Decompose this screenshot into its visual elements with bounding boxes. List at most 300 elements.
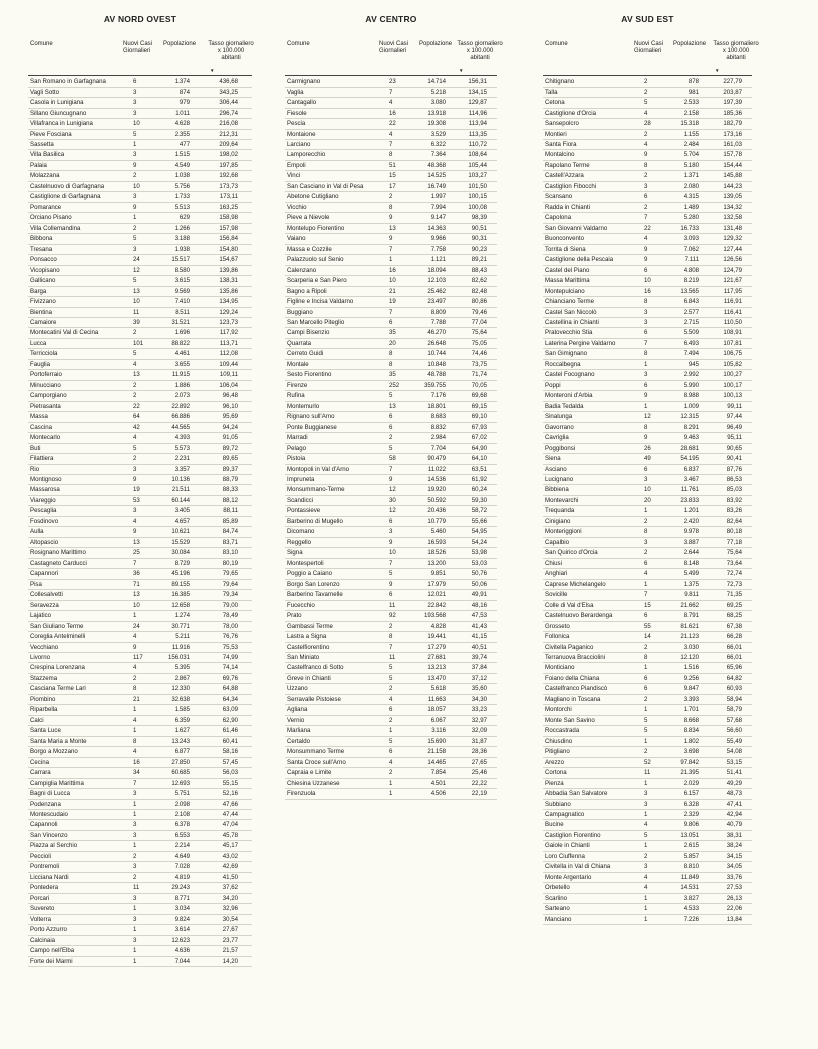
table-row xyxy=(543,883,752,893)
cell-nuovi-casi: 53 xyxy=(133,496,140,504)
cell-comune: Follonica xyxy=(545,633,570,641)
cell-nuovi-casi: 5 xyxy=(644,716,648,724)
cell-popolazione: 8.580 xyxy=(174,266,190,274)
cell-nuovi-casi: 39 xyxy=(133,318,140,326)
cell-comune: Porcari xyxy=(30,894,50,902)
table-row xyxy=(543,88,752,98)
cell-comune: Pontremoli xyxy=(30,863,60,871)
cell-popolazione: 12.315 xyxy=(680,413,699,421)
cell-comune: Bucine xyxy=(545,821,564,829)
cell-comune: Castelfiorentino xyxy=(287,643,330,651)
table-row xyxy=(543,538,752,548)
cell-tasso: 182,79 xyxy=(723,120,742,128)
table-row xyxy=(28,601,252,611)
cell-tasso: 144,23 xyxy=(723,182,742,190)
cell-tasso: 40,51 xyxy=(471,643,487,651)
cell-nuovi-casi: 3 xyxy=(644,800,648,808)
cell-nuovi-casi: 3 xyxy=(133,790,137,798)
cell-nuovi-casi: 2 xyxy=(644,130,648,138)
table-row xyxy=(28,88,252,98)
cell-tasso: 58,16 xyxy=(222,748,238,756)
cell-nuovi-casi: 6 xyxy=(389,706,393,714)
cell-popolazione: 18.094 xyxy=(427,266,446,274)
cell-tasso: 123,73 xyxy=(219,318,238,326)
cell-popolazione: 12.658 xyxy=(171,601,190,609)
cell-popolazione: 1.489 xyxy=(683,203,699,211)
cell-popolazione: 5.218 xyxy=(430,88,446,96)
cell-nuovi-casi: 1 xyxy=(644,580,648,588)
table-row xyxy=(28,580,252,590)
cell-tasso: 57,68 xyxy=(726,716,742,724)
cell-comune: Monte San Savino xyxy=(545,716,595,724)
panel-title: AV NORD OVEST xyxy=(103,14,177,24)
cell-tasso: 54,08 xyxy=(726,748,742,756)
table-row xyxy=(28,925,252,935)
cell-nuovi-casi: 6 xyxy=(389,318,393,326)
cell-nuovi-casi: 8 xyxy=(389,203,393,211)
cell-tasso: 53,15 xyxy=(726,758,742,766)
cell-nuovi-casi: 8 xyxy=(644,298,648,306)
table-row xyxy=(543,643,752,653)
cell-comune: Chianciano Terme xyxy=(545,298,595,306)
table-row xyxy=(28,213,252,223)
table-row xyxy=(285,705,497,715)
cell-popolazione: 5.618 xyxy=(430,685,446,693)
sort-indicator-icon[interactable]: ▼ xyxy=(210,68,215,73)
cell-popolazione: 2.073 xyxy=(174,392,190,400)
cell-tasso: 173,16 xyxy=(723,130,742,138)
cell-popolazione: 13.243 xyxy=(171,737,190,745)
cell-tasso: 21,57 xyxy=(222,947,238,955)
cell-popolazione: 48.368 xyxy=(427,161,446,169)
table-row xyxy=(28,810,252,820)
cell-tasso: 32,09 xyxy=(471,727,487,735)
cell-popolazione: 3.655 xyxy=(174,360,190,368)
cell-tasso: 95,69 xyxy=(222,413,238,421)
table-row xyxy=(285,580,497,590)
table-row xyxy=(285,182,497,192)
cell-popolazione: 31.521 xyxy=(171,318,190,326)
cell-popolazione: 17.979 xyxy=(427,580,446,588)
cell-comune: Riparbella xyxy=(30,706,58,714)
table-row xyxy=(28,611,252,621)
cell-nuovi-casi: 21 xyxy=(389,287,396,295)
cell-tasso: 33,23 xyxy=(471,706,487,714)
table-row xyxy=(28,130,252,140)
cell-nuovi-casi: 8 xyxy=(644,423,648,431)
cell-popolazione: 9.824 xyxy=(174,915,190,923)
table-row xyxy=(285,276,497,286)
cell-comune: Manciano xyxy=(545,915,572,923)
cell-popolazione: 3.529 xyxy=(430,130,446,138)
table-row xyxy=(543,255,752,265)
cell-nuovi-casi: 3 xyxy=(133,915,137,923)
table-row xyxy=(543,716,752,726)
cell-tasso: 72,73 xyxy=(726,580,742,588)
table-row xyxy=(285,569,497,579)
cell-nuovi-casi: 13 xyxy=(389,402,396,410)
cell-popolazione: 9.851 xyxy=(430,570,446,578)
cell-nuovi-casi: 15 xyxy=(644,601,651,609)
cell-comune: Poggio a Caiano xyxy=(287,570,333,578)
table-row xyxy=(285,779,497,789)
cell-tasso: 32,97 xyxy=(471,716,487,724)
cell-comune: Reggello xyxy=(287,538,312,546)
table-row xyxy=(28,339,252,349)
cell-comune: Volterra xyxy=(30,915,52,923)
cell-nuovi-casi: 30 xyxy=(389,496,396,504)
cell-nuovi-casi: 2 xyxy=(644,172,648,180)
cell-nuovi-casi: 2 xyxy=(644,748,648,756)
table-row xyxy=(28,203,252,213)
cell-comune: Vagli Sotto xyxy=(30,88,60,96)
cell-popolazione: 9.966 xyxy=(430,235,446,243)
cell-tasso: 116,91 xyxy=(723,298,742,306)
table-row xyxy=(285,161,497,171)
cell-nuovi-casi: 6 xyxy=(644,465,648,473)
table-row xyxy=(28,182,252,192)
cell-comune: Grosseto xyxy=(545,622,570,630)
cell-popolazione: 2.577 xyxy=(683,308,699,316)
cell-popolazione: 10.744 xyxy=(427,350,446,358)
table-row xyxy=(543,213,752,223)
cell-tasso: 216,08 xyxy=(219,120,238,128)
cell-comune: Montecarlo xyxy=(30,434,61,442)
cell-popolazione: 7.044 xyxy=(174,957,190,965)
cell-tasso: 79,64 xyxy=(222,580,238,588)
cell-comune: Cetona xyxy=(545,99,565,107)
cell-comune: Sansepolcro xyxy=(545,120,579,128)
cell-nuovi-casi: 2 xyxy=(133,392,137,400)
table-row xyxy=(543,423,752,433)
cell-tasso: 60,24 xyxy=(471,486,487,494)
cell-tasso: 39,74 xyxy=(471,653,487,661)
cell-tasso: 67,93 xyxy=(471,423,487,431)
cell-popolazione: 11.915 xyxy=(171,371,190,379)
table-row xyxy=(285,423,497,433)
cell-comune: Empoli xyxy=(287,161,306,169)
cell-nuovi-casi: 2 xyxy=(644,78,648,86)
cell-popolazione: 7.111 xyxy=(684,256,699,264)
table-row xyxy=(285,381,497,391)
cell-popolazione: 7.226 xyxy=(683,915,699,923)
cell-tasso: 87,76 xyxy=(726,465,742,473)
cell-tasso: 82,64 xyxy=(726,517,742,525)
cell-popolazione: 9.847 xyxy=(683,685,699,693)
table-row xyxy=(28,255,252,265)
cell-nuovi-casi: 2 xyxy=(133,674,137,682)
cell-nuovi-casi: 4 xyxy=(389,758,393,766)
cell-nuovi-casi: 6 xyxy=(644,381,648,389)
table-row xyxy=(285,77,497,87)
cell-comune: Loro Ciuffenna xyxy=(545,852,585,860)
cell-comune: Scandicci xyxy=(287,496,314,504)
cell-comune: Poppi xyxy=(545,381,561,389)
cell-tasso: 90,31 xyxy=(471,235,487,243)
cell-tasso: 50,76 xyxy=(471,570,487,578)
header-divider xyxy=(285,75,497,76)
cell-popolazione: 18.526 xyxy=(427,549,446,557)
cell-popolazione: 15.529 xyxy=(171,538,190,546)
cell-nuovi-casi: 8 xyxy=(389,360,393,368)
cell-nuovi-casi: 11 xyxy=(133,884,140,892)
cell-popolazione: 6.378 xyxy=(174,821,190,829)
table-row xyxy=(543,747,752,757)
table-row xyxy=(543,444,752,454)
table-row xyxy=(285,663,497,673)
header-comune: Comune xyxy=(545,41,568,47)
cell-nuovi-casi: 3 xyxy=(644,476,648,483)
cell-comune: Crespina Lorenzana xyxy=(30,664,85,672)
cell-comune: Colle di Val d'Elsa xyxy=(545,601,594,609)
panel-title: AV SUD EST xyxy=(621,14,674,24)
cell-nuovi-casi: 16 xyxy=(389,266,396,274)
cell-nuovi-casi: 2 xyxy=(389,685,393,693)
cell-tasso: 154,67 xyxy=(219,256,238,264)
cell-comune: Anghiari xyxy=(545,570,568,578)
cell-tasso: 77,18 xyxy=(726,538,742,546)
table-row xyxy=(285,444,497,454)
sort-indicator-icon[interactable]: ▼ xyxy=(459,68,464,73)
table-row xyxy=(28,245,252,255)
table-row xyxy=(28,161,252,171)
cell-nuovi-casi: 14 xyxy=(644,633,651,641)
cell-comune: San Gimignano xyxy=(545,350,588,358)
table-row xyxy=(543,485,752,495)
table-row xyxy=(543,663,752,673)
cell-comune: Tresana xyxy=(30,245,53,253)
cell-tasso: 63,51 xyxy=(471,465,487,473)
cell-popolazione: 4.657 xyxy=(174,517,190,525)
cell-comune: Montespertoli xyxy=(287,559,324,567)
table-row xyxy=(28,444,252,454)
cell-comune: Figline e Incisa Valdarno xyxy=(287,298,354,306)
cell-comune: Peccioli xyxy=(30,852,51,860)
cell-comune: Pescia xyxy=(287,120,306,128)
cell-popolazione: 15.690 xyxy=(427,737,446,745)
cell-popolazione: 12.120 xyxy=(680,653,699,661)
cell-comune: Capolona xyxy=(545,214,572,222)
cell-popolazione: 30.084 xyxy=(171,549,190,557)
cell-comune: Cascina xyxy=(30,423,53,431)
cell-comune: Foiano della Chiana xyxy=(545,674,600,682)
cell-comune: Molazzana xyxy=(30,172,60,180)
cell-popolazione: 97.842 xyxy=(680,758,699,766)
cell-comune: Rosignano Marittimo xyxy=(30,549,86,557)
table-row xyxy=(285,485,497,495)
cell-popolazione: 8.771 xyxy=(174,894,190,902)
cell-popolazione: 9.463 xyxy=(683,434,699,442)
cell-popolazione: 5.990 xyxy=(683,381,699,389)
table-row xyxy=(28,632,252,642)
sort-indicator-icon[interactable]: ▼ xyxy=(715,68,720,73)
cell-comune: Lastra a Signa xyxy=(287,633,327,641)
table-header xyxy=(28,41,252,75)
cell-tasso: 79,46 xyxy=(471,308,487,316)
cell-tasso: 134,15 xyxy=(468,88,487,96)
table-row xyxy=(543,109,752,119)
cell-comune: Borgo San Lorenzo xyxy=(287,580,340,588)
cell-popolazione: 4.461 xyxy=(174,350,190,358)
cell-tasso: 117,92 xyxy=(219,329,238,337)
table-row xyxy=(543,161,752,171)
cell-nuovi-casi: 35 xyxy=(389,329,396,337)
cell-tasso: 135,86 xyxy=(219,287,238,295)
table-row xyxy=(28,705,252,715)
cell-tasso: 71,35 xyxy=(726,591,742,599)
cell-tasso: 70,05 xyxy=(471,381,487,389)
cell-nuovi-casi: 10 xyxy=(133,601,140,609)
cell-tasso: 64,88 xyxy=(222,685,238,693)
cell-nuovi-casi: 1 xyxy=(389,779,393,787)
cell-comune: Trequanda xyxy=(545,507,575,515)
cell-popolazione: 3.188 xyxy=(174,235,190,243)
cell-comune: Montevarchi xyxy=(545,496,579,504)
cell-tasso: 42,69 xyxy=(222,863,238,871)
cell-popolazione: 12.021 xyxy=(427,591,446,599)
table-row xyxy=(28,506,252,516)
table-row xyxy=(543,789,752,799)
table-row xyxy=(543,873,752,883)
cell-tasso: 116,41 xyxy=(723,308,742,316)
cell-popolazione: 8.791 xyxy=(683,612,699,620)
cell-tasso: 41,50 xyxy=(222,873,238,881)
cell-nuovi-casi: 4 xyxy=(389,130,393,138)
table-row xyxy=(28,171,252,181)
table-row xyxy=(285,266,497,276)
cell-comune: Monticiano xyxy=(545,664,575,672)
cell-tasso: 108,91 xyxy=(723,329,742,337)
table-row xyxy=(28,663,252,673)
cell-popolazione: 19.308 xyxy=(427,120,446,128)
cell-popolazione: 14.363 xyxy=(427,224,446,232)
cell-popolazione: 16.385 xyxy=(171,591,190,599)
cell-comune: Villa Basilica xyxy=(30,151,65,159)
cell-comune: Quarrata xyxy=(287,339,312,347)
table-row xyxy=(28,266,252,276)
cell-tasso: 94,24 xyxy=(222,423,238,431)
cell-popolazione: 7.758 xyxy=(430,245,446,253)
cell-nuovi-casi: 4 xyxy=(644,570,648,578)
table-row xyxy=(543,465,752,475)
table-row xyxy=(28,852,252,862)
cell-tasso: 63,09 xyxy=(222,706,238,714)
cell-nuovi-casi: 1 xyxy=(133,926,137,934)
cell-popolazione: 13.051 xyxy=(680,831,699,839)
table-row xyxy=(543,308,752,318)
cell-nuovi-casi: 3 xyxy=(644,538,648,546)
cell-popolazione: 14.465 xyxy=(427,758,446,766)
header-tasso: Tasso giornaliero x 100.000 abitanti xyxy=(713,41,759,61)
cell-popolazione: 14.714 xyxy=(427,78,446,86)
cell-popolazione: 629 xyxy=(179,214,190,222)
cell-popolazione: 15.517 xyxy=(171,256,190,264)
cell-popolazione: 4.828 xyxy=(430,622,446,630)
cell-comune: Castagneto Carducci xyxy=(30,559,87,567)
cell-nuovi-casi: 1 xyxy=(644,737,648,745)
cell-nuovi-casi: 9 xyxy=(133,161,137,169)
cell-tasso: 69,25 xyxy=(726,601,742,609)
cell-tasso: 110,72 xyxy=(468,141,487,148)
table-row xyxy=(28,391,252,401)
cell-nuovi-casi: 3 xyxy=(133,507,137,515)
table-row xyxy=(285,653,497,663)
cell-nuovi-casi: 3 xyxy=(133,894,137,902)
header-popolazione: Popolazione xyxy=(419,41,453,47)
cell-nuovi-casi: 20 xyxy=(389,339,396,347)
cell-tasso: 62,90 xyxy=(222,716,238,724)
cell-tasso: 57,45 xyxy=(222,758,238,766)
cell-tasso: 89,21 xyxy=(471,256,487,264)
cell-popolazione: 54.195 xyxy=(680,455,699,463)
table-row xyxy=(543,412,752,422)
cell-nuovi-casi: 9 xyxy=(389,214,393,222)
cell-comune: Civitella Paganico xyxy=(545,643,594,651)
cell-comune: Casola in Lunigiana xyxy=(30,99,84,107)
cell-popolazione: 14.525 xyxy=(427,172,446,180)
cell-nuovi-casi: 3 xyxy=(644,863,648,871)
cell-comune: Castell'Azzara xyxy=(545,172,584,180)
cell-comune: San Marcello Piteglio xyxy=(287,318,345,326)
cell-tasso: 185,36 xyxy=(723,109,742,117)
cell-comune: Chiesina Uzzanese xyxy=(287,779,340,787)
cell-comune: Cortona xyxy=(545,769,567,777)
cell-tasso: 121,67 xyxy=(723,277,742,285)
table-row xyxy=(543,339,752,349)
table-row xyxy=(543,224,752,234)
cell-comune: Montale xyxy=(287,360,309,368)
cell-comune: Capraia e Limite xyxy=(287,769,332,777)
cell-comune: Pitigliano xyxy=(545,748,570,756)
cell-comune: Bientina xyxy=(30,308,53,316)
cell-tasso: 14,20 xyxy=(222,957,238,965)
cell-nuovi-casi: 1 xyxy=(644,842,648,850)
cell-comune: Santa Croce sull'Arno xyxy=(287,758,346,766)
cell-comune: Uzzano xyxy=(287,685,308,693)
cell-comune: Civitella in Val di Chiana xyxy=(545,863,611,871)
table-row xyxy=(543,862,752,872)
cell-nuovi-casi: 10 xyxy=(389,277,396,285)
table-row xyxy=(28,789,252,799)
cell-comune: Impruneta xyxy=(287,476,315,483)
cell-nuovi-casi: 9 xyxy=(133,528,137,536)
cell-nuovi-casi: 6 xyxy=(644,612,648,620)
cell-tasso: 106,04 xyxy=(219,381,238,389)
cell-nuovi-casi: 2 xyxy=(644,852,648,860)
table-row xyxy=(543,611,752,621)
cell-popolazione: 2.992 xyxy=(683,371,699,379)
cell-comune: Pietrasanta xyxy=(30,402,61,410)
cell-tasso: 47,41 xyxy=(726,800,742,808)
cell-tasso: 78,49 xyxy=(222,612,238,620)
cell-nuovi-casi: 11 xyxy=(389,653,396,661)
cell-comune: Santa Maria a Monte xyxy=(30,737,87,745)
cell-popolazione: 13.565 xyxy=(680,287,699,295)
cell-nuovi-casi: 9 xyxy=(133,476,137,483)
cell-popolazione: 1.121 xyxy=(430,256,446,264)
cell-popolazione: 2.098 xyxy=(174,800,190,808)
cell-comune: Porto Azzurro xyxy=(30,926,67,934)
cell-nuovi-casi: 4 xyxy=(133,434,137,442)
cell-popolazione: 1.011 xyxy=(175,109,190,117)
cell-nuovi-casi: 9 xyxy=(389,538,393,546)
cell-popolazione: 7.176 xyxy=(430,392,446,400)
cell-comune: Scarlino xyxy=(545,894,568,902)
cell-tasso: 13,84 xyxy=(726,915,742,923)
cell-nuovi-casi: 4 xyxy=(133,716,137,724)
cell-comune: Laterina Pergine Valdarno xyxy=(545,339,616,347)
cell-tasso: 37,12 xyxy=(471,674,487,682)
